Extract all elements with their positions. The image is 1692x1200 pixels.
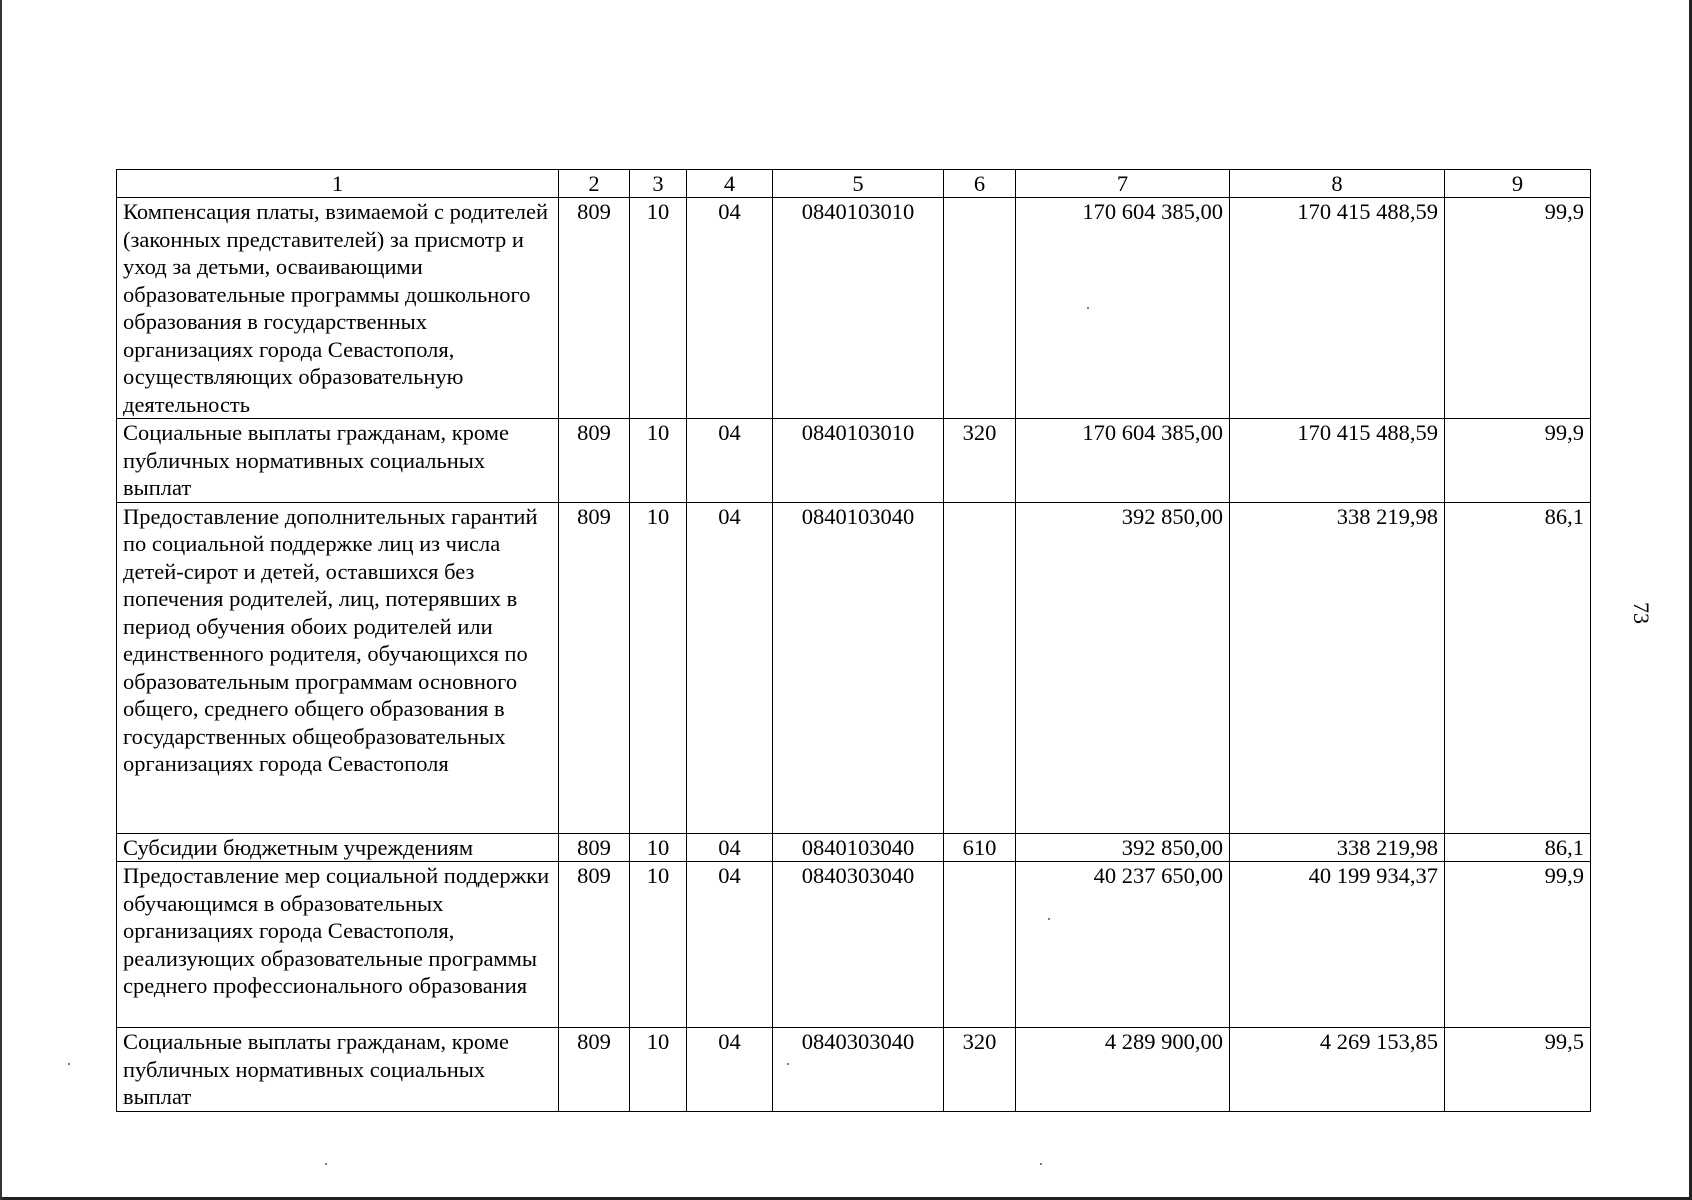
scan-speck	[68, 1063, 70, 1065]
planned-amount-cell: 170 604 385,00	[1016, 419, 1230, 503]
table-row	[117, 833, 1591, 862]
admin-code-cell: 809	[559, 419, 630, 503]
actual-amount-cell: 4 269 153,85	[1230, 1028, 1445, 1112]
header-cell-8: 8	[1230, 170, 1445, 198]
planned-amount-cell: 392 850,00	[1016, 833, 1230, 862]
expense-type-cell	[944, 198, 1016, 419]
target-article-cell: 0840103010	[773, 198, 944, 419]
header-cell-5: 5	[773, 170, 944, 198]
table-row	[117, 198, 1591, 419]
row-name-cell: Субсидии бюджетным учреждениям	[117, 833, 559, 862]
section-cell: 10	[630, 833, 687, 862]
table-row	[117, 862, 1591, 1028]
header-cell-2: 2	[559, 170, 630, 198]
percent-cell: 99,5	[1445, 1028, 1591, 1112]
row-name-cell: Социальные выплаты гражданам, кроме публичных нормативных социальных выплат	[117, 1028, 559, 1112]
percent-cell: 99,9	[1445, 198, 1591, 419]
admin-code-cell: 809	[559, 198, 630, 419]
expense-type-cell: 320	[944, 419, 1016, 503]
header-cell-1: 1	[117, 170, 559, 198]
section-cell: 10	[630, 198, 687, 419]
planned-amount-cell: 4 289 900,00	[1016, 1028, 1230, 1112]
admin-code-cell: 809	[559, 862, 630, 1028]
scan-speck	[325, 1163, 327, 1165]
planned-amount-cell: 40 237 650,00	[1016, 862, 1230, 1028]
table-header-row	[117, 170, 1591, 198]
actual-amount-cell: 170 415 488,59	[1230, 198, 1445, 419]
admin-code-cell: 809	[559, 502, 630, 833]
row-name-cell: Компенсация платы, взимаемой с родителей (законных представителей) за присмотр и уход за детьми, осваивающими образовательные программы дошкольного образования в государственных организациях города Севастополя, осуществляющих образовательную деятельность	[117, 198, 559, 419]
subsection-cell: 04	[687, 1028, 773, 1112]
percent-cell: 99,9	[1445, 419, 1591, 503]
actual-amount-cell: 170 415 488,59	[1230, 419, 1445, 503]
scan-edge	[0, 0, 2, 1200]
expense-type-cell: 320	[944, 1028, 1016, 1112]
subsection-cell: 04	[687, 862, 773, 1028]
percent-cell: 99,9	[1445, 862, 1591, 1028]
table-row	[117, 419, 1591, 503]
subsection-cell: 04	[687, 502, 773, 833]
row-name-cell: Предоставление дополнительных гарантий по социальной поддержке лиц из числа детей-сирот и детей, оставшихся без попечения родителей, лиц, потерявших в период обучения обоих родителей или единственного родителя, обучающихся по образовательным программам основного общего, среднего общего образования в государственных общеобразовательных организациях города Севастополя	[117, 502, 559, 833]
admin-code-cell: 809	[559, 833, 630, 862]
planned-amount-cell: 392 850,00	[1016, 502, 1230, 833]
scan-speck	[1048, 918, 1050, 920]
budget-table	[116, 169, 1591, 1112]
percent-cell: 86,1	[1445, 833, 1591, 862]
page-number: 73	[1629, 602, 1654, 624]
section-cell: 10	[630, 862, 687, 1028]
subsection-cell: 04	[687, 419, 773, 503]
table-row	[117, 1028, 1591, 1112]
target-article-cell: 0840303040	[773, 1028, 944, 1112]
section-cell: 10	[630, 1028, 687, 1112]
scan-speck	[787, 1063, 789, 1065]
expense-type-cell: 610	[944, 833, 1016, 862]
target-article-cell: 0840103010	[773, 419, 944, 503]
target-article-cell: 0840103040	[773, 833, 944, 862]
header-cell-4: 4	[687, 170, 773, 198]
target-article-cell: 0840303040	[773, 862, 944, 1028]
admin-code-cell: 809	[559, 1028, 630, 1112]
scan-speck	[1040, 1163, 1042, 1165]
header-cell-7: 7	[1016, 170, 1230, 198]
actual-amount-cell: 338 219,98	[1230, 502, 1445, 833]
header-cell-6: 6	[944, 170, 1016, 198]
subsection-cell: 04	[687, 198, 773, 419]
actual-amount-cell: 338 219,98	[1230, 833, 1445, 862]
scan-speck	[1087, 307, 1089, 309]
actual-amount-cell: 40 199 934,37	[1230, 862, 1445, 1028]
percent-cell: 86,1	[1445, 502, 1591, 833]
target-article-cell: 0840103040	[773, 502, 944, 833]
section-cell: 10	[630, 419, 687, 503]
expense-type-cell	[944, 502, 1016, 833]
header-cell-3: 3	[630, 170, 687, 198]
expense-type-cell	[944, 862, 1016, 1028]
subsection-cell: 04	[687, 833, 773, 862]
section-cell: 10	[630, 502, 687, 833]
planned-amount-cell: 170 604 385,00	[1016, 198, 1230, 419]
table-row	[117, 502, 1591, 833]
row-name-cell: Социальные выплаты гражданам, кроме публичных нормативных социальных выплат	[117, 419, 559, 503]
row-name-cell: Предоставление мер социальной поддержки обучающимся в образовательных организациях города Севастополя, реализующих образовательные программы среднего профессионального образования	[117, 862, 559, 1028]
header-cell-9: 9	[1445, 170, 1591, 198]
